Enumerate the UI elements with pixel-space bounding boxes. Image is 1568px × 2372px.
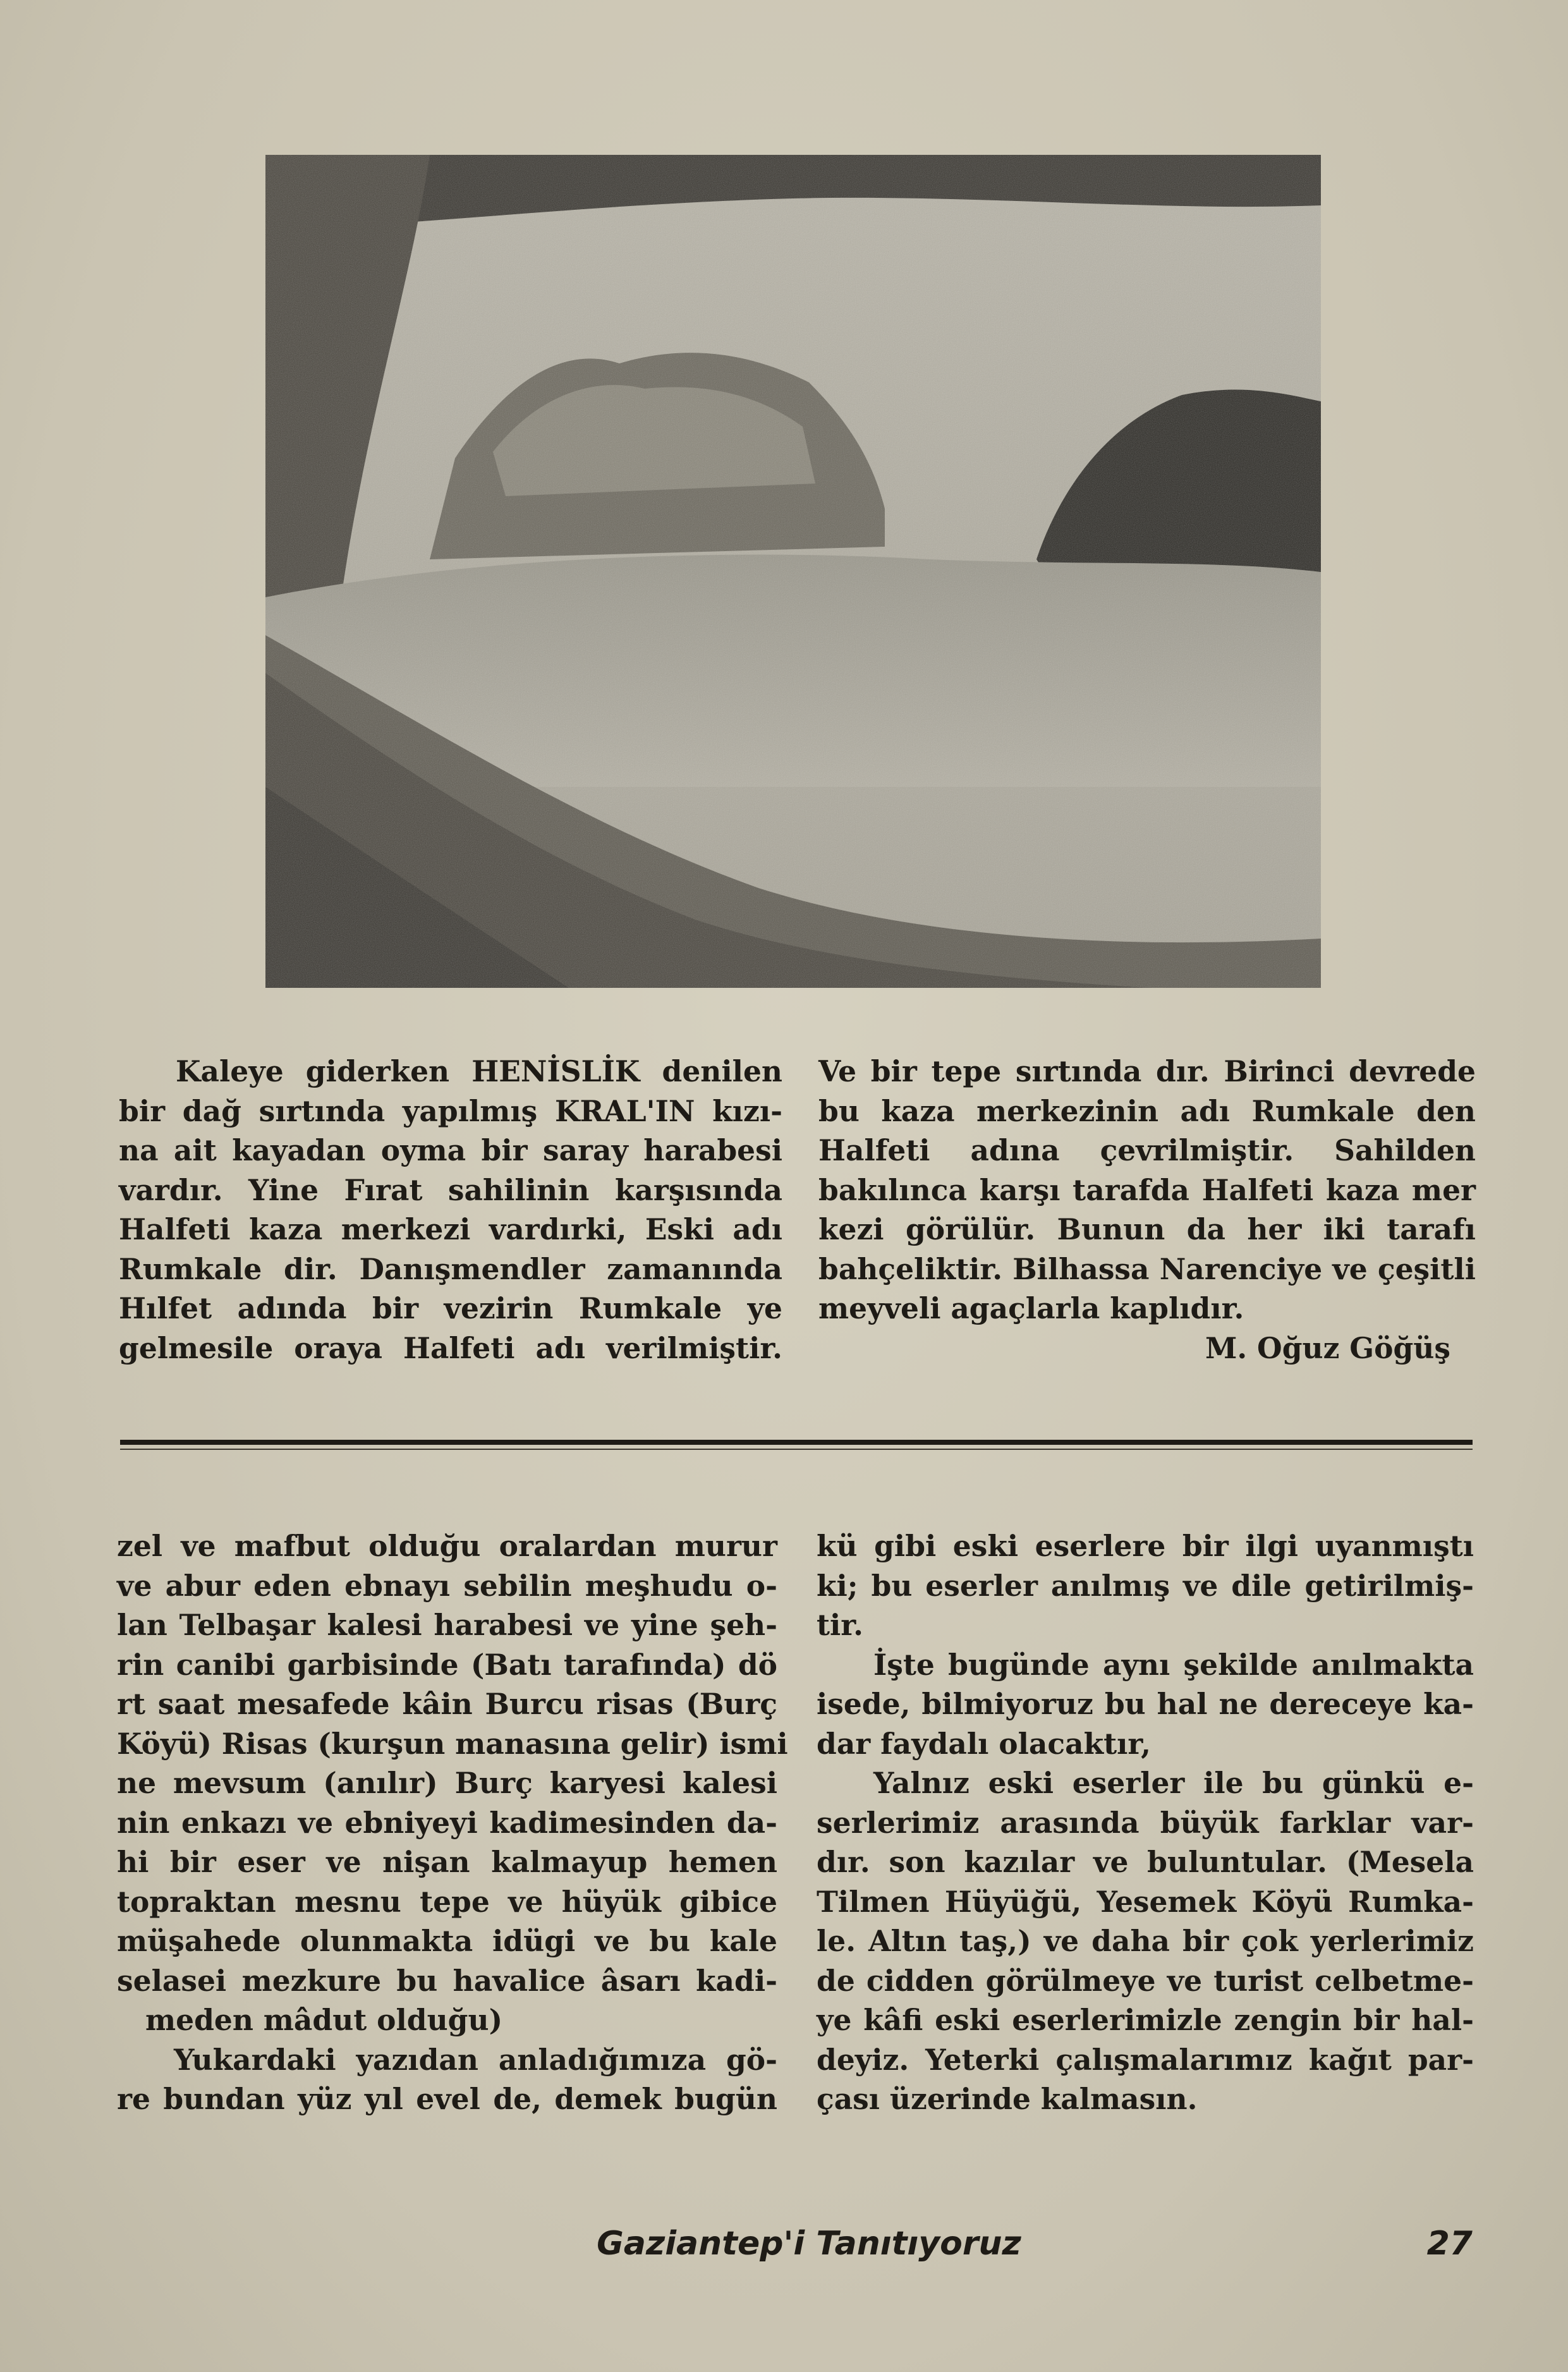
text-line: le. Altın taş,) ve daha bir çok yerlerimiz bbox=[817, 1924, 1474, 1958]
text-line: na ait kayadan oyma bir saray harabesi bbox=[119, 1133, 782, 1167]
section-divider-thin bbox=[120, 1449, 1473, 1450]
text-line: meyveli agaçlarla kaplıdır. bbox=[818, 1291, 1244, 1325]
text-line: Rumkale dir. Danışmendler zamanında bbox=[119, 1251, 782, 1286]
footer-publication-title: Gaziantep'i Tanıtıyoruz bbox=[597, 2225, 1021, 2263]
text-line: Köyü) Risas (kurşun manasına gelir) ismi bbox=[117, 1726, 788, 1761]
text-line: dar faydalı olacaktır, bbox=[817, 1726, 1151, 1761]
article-top-left-column bbox=[119, 1052, 782, 1368]
text-line: ye kâfi eski eserlerimizle zengin bir hal- bbox=[817, 2003, 1474, 2037]
text-line: Yalnız eski eserler ile bu günkü e- bbox=[873, 1766, 1474, 1800]
text-line: de cidden görülmeye ve turist celbetme- bbox=[817, 1963, 1474, 1998]
section-divider bbox=[120, 1440, 1473, 1445]
text-line: kezi görülür. Bunun da her iki tarafı bbox=[818, 1212, 1476, 1246]
text-line: Yukardaki yazıdan anladığımıza gö- bbox=[174, 2042, 777, 2077]
text-line: Halfeti adına çevrilmiştir. Sahilden bbox=[818, 1133, 1476, 1167]
text-line: çası üzerinde kalmasın. bbox=[817, 2082, 1198, 2116]
footer-page-number: 27 bbox=[1426, 2225, 1473, 2263]
text-line: Tilmen Hüyüğü, Yesemek Köyü Rumka- bbox=[817, 1884, 1474, 1919]
text-line: dır. son kazılar ve buluntular. (Mesela bbox=[817, 1845, 1474, 1879]
text-line: Ve bir tepe sırtında dır. Birinci devrede bbox=[818, 1054, 1476, 1088]
text-line: nin enkazı ve ebniyeyi kadimesinden da- bbox=[117, 1805, 777, 1840]
text-line: gelmesile oraya Halfeti adı verilmiştir. bbox=[119, 1330, 782, 1365]
text-line: bir dağ sırtında yapılmış KRAL'IN kızı- bbox=[119, 1093, 782, 1128]
text-line: selasei mezkure bu havalice âsarı kadi- bbox=[117, 1963, 777, 1998]
text-line: ve abur eden ebnayı sebilin meşhudu o- bbox=[117, 1568, 777, 1603]
text-line: rin canibi garbisinde (Batı tarafında) dö bbox=[117, 1647, 777, 1682]
text-line: hi bir eser ve nişan kalmayup hemen bbox=[117, 1845, 777, 1879]
text-line: ki; bu eserler anılmış ve dile getirilmiş- bbox=[817, 1568, 1474, 1603]
text-line: bakılınca karşı tarafda Halfeti kaza mer bbox=[818, 1172, 1476, 1207]
text-line: serlerimiz arasında büyük farklar var- bbox=[817, 1805, 1474, 1840]
article-bottom-right-column bbox=[817, 1526, 1474, 2119]
text-line: topraktan mesnu tepe ve hüyük gibice bbox=[117, 1884, 777, 1919]
text-line: kü gibi eski eserlere bir ilgi uyanmıştı bbox=[817, 1529, 1474, 1563]
text-line: zel ve mafbut olduğu oralardan murur bbox=[117, 1529, 777, 1563]
landscape-photo-icon bbox=[265, 155, 1321, 988]
text-line: İşte bugünde aynı şekilde anılmakta bbox=[873, 1647, 1474, 1682]
text-line: müşahede olunmakta idügi ve bu kale bbox=[117, 1924, 777, 1958]
text-line: bu kaza merkezinin adı Rumkale den bbox=[818, 1093, 1476, 1128]
text-line: bahçeliktir. Bilhassa Narenciye ve çeşitli bbox=[818, 1251, 1476, 1286]
text-line: vardır. Yine Fırat sahilinin karşısında bbox=[119, 1172, 782, 1207]
text-line: Kaleye giderken HENİSLİK denilen bbox=[176, 1054, 782, 1088]
text-line: re bundan yüz yıl evel de, demek bugün bbox=[117, 2082, 777, 2116]
author-signature: M. Oğuz Göğüş bbox=[1205, 1330, 1450, 1365]
text-line: tir. bbox=[817, 1608, 863, 1642]
text-line: meden mâdut olduğu) bbox=[145, 2003, 503, 2037]
text-line: ne mevsum (anılır) Burç karyesi kalesi bbox=[117, 1766, 777, 1800]
text-line: deyiz. Yeterki çalışmalarımız kağıt par- bbox=[817, 2042, 1474, 2077]
article-bottom-left-column bbox=[117, 1526, 788, 2119]
text-line: Halfeti kaza merkezi vardırki, Eski adı bbox=[119, 1212, 782, 1246]
text-line: lan Telbaşar kalesi harabesi ve yine şeh- bbox=[117, 1608, 777, 1642]
text-line: rt saat mesafede kâin Burcu risas (Burç bbox=[117, 1687, 777, 1721]
article-top-right-column bbox=[818, 1052, 1476, 1368]
landscape-photo bbox=[265, 155, 1321, 988]
text-line: Hılfet adında bir vezirin Rumkale ye bbox=[119, 1291, 782, 1325]
text-line: isede, bilmiyoruz bu hal ne dereceye ka- bbox=[817, 1687, 1474, 1721]
